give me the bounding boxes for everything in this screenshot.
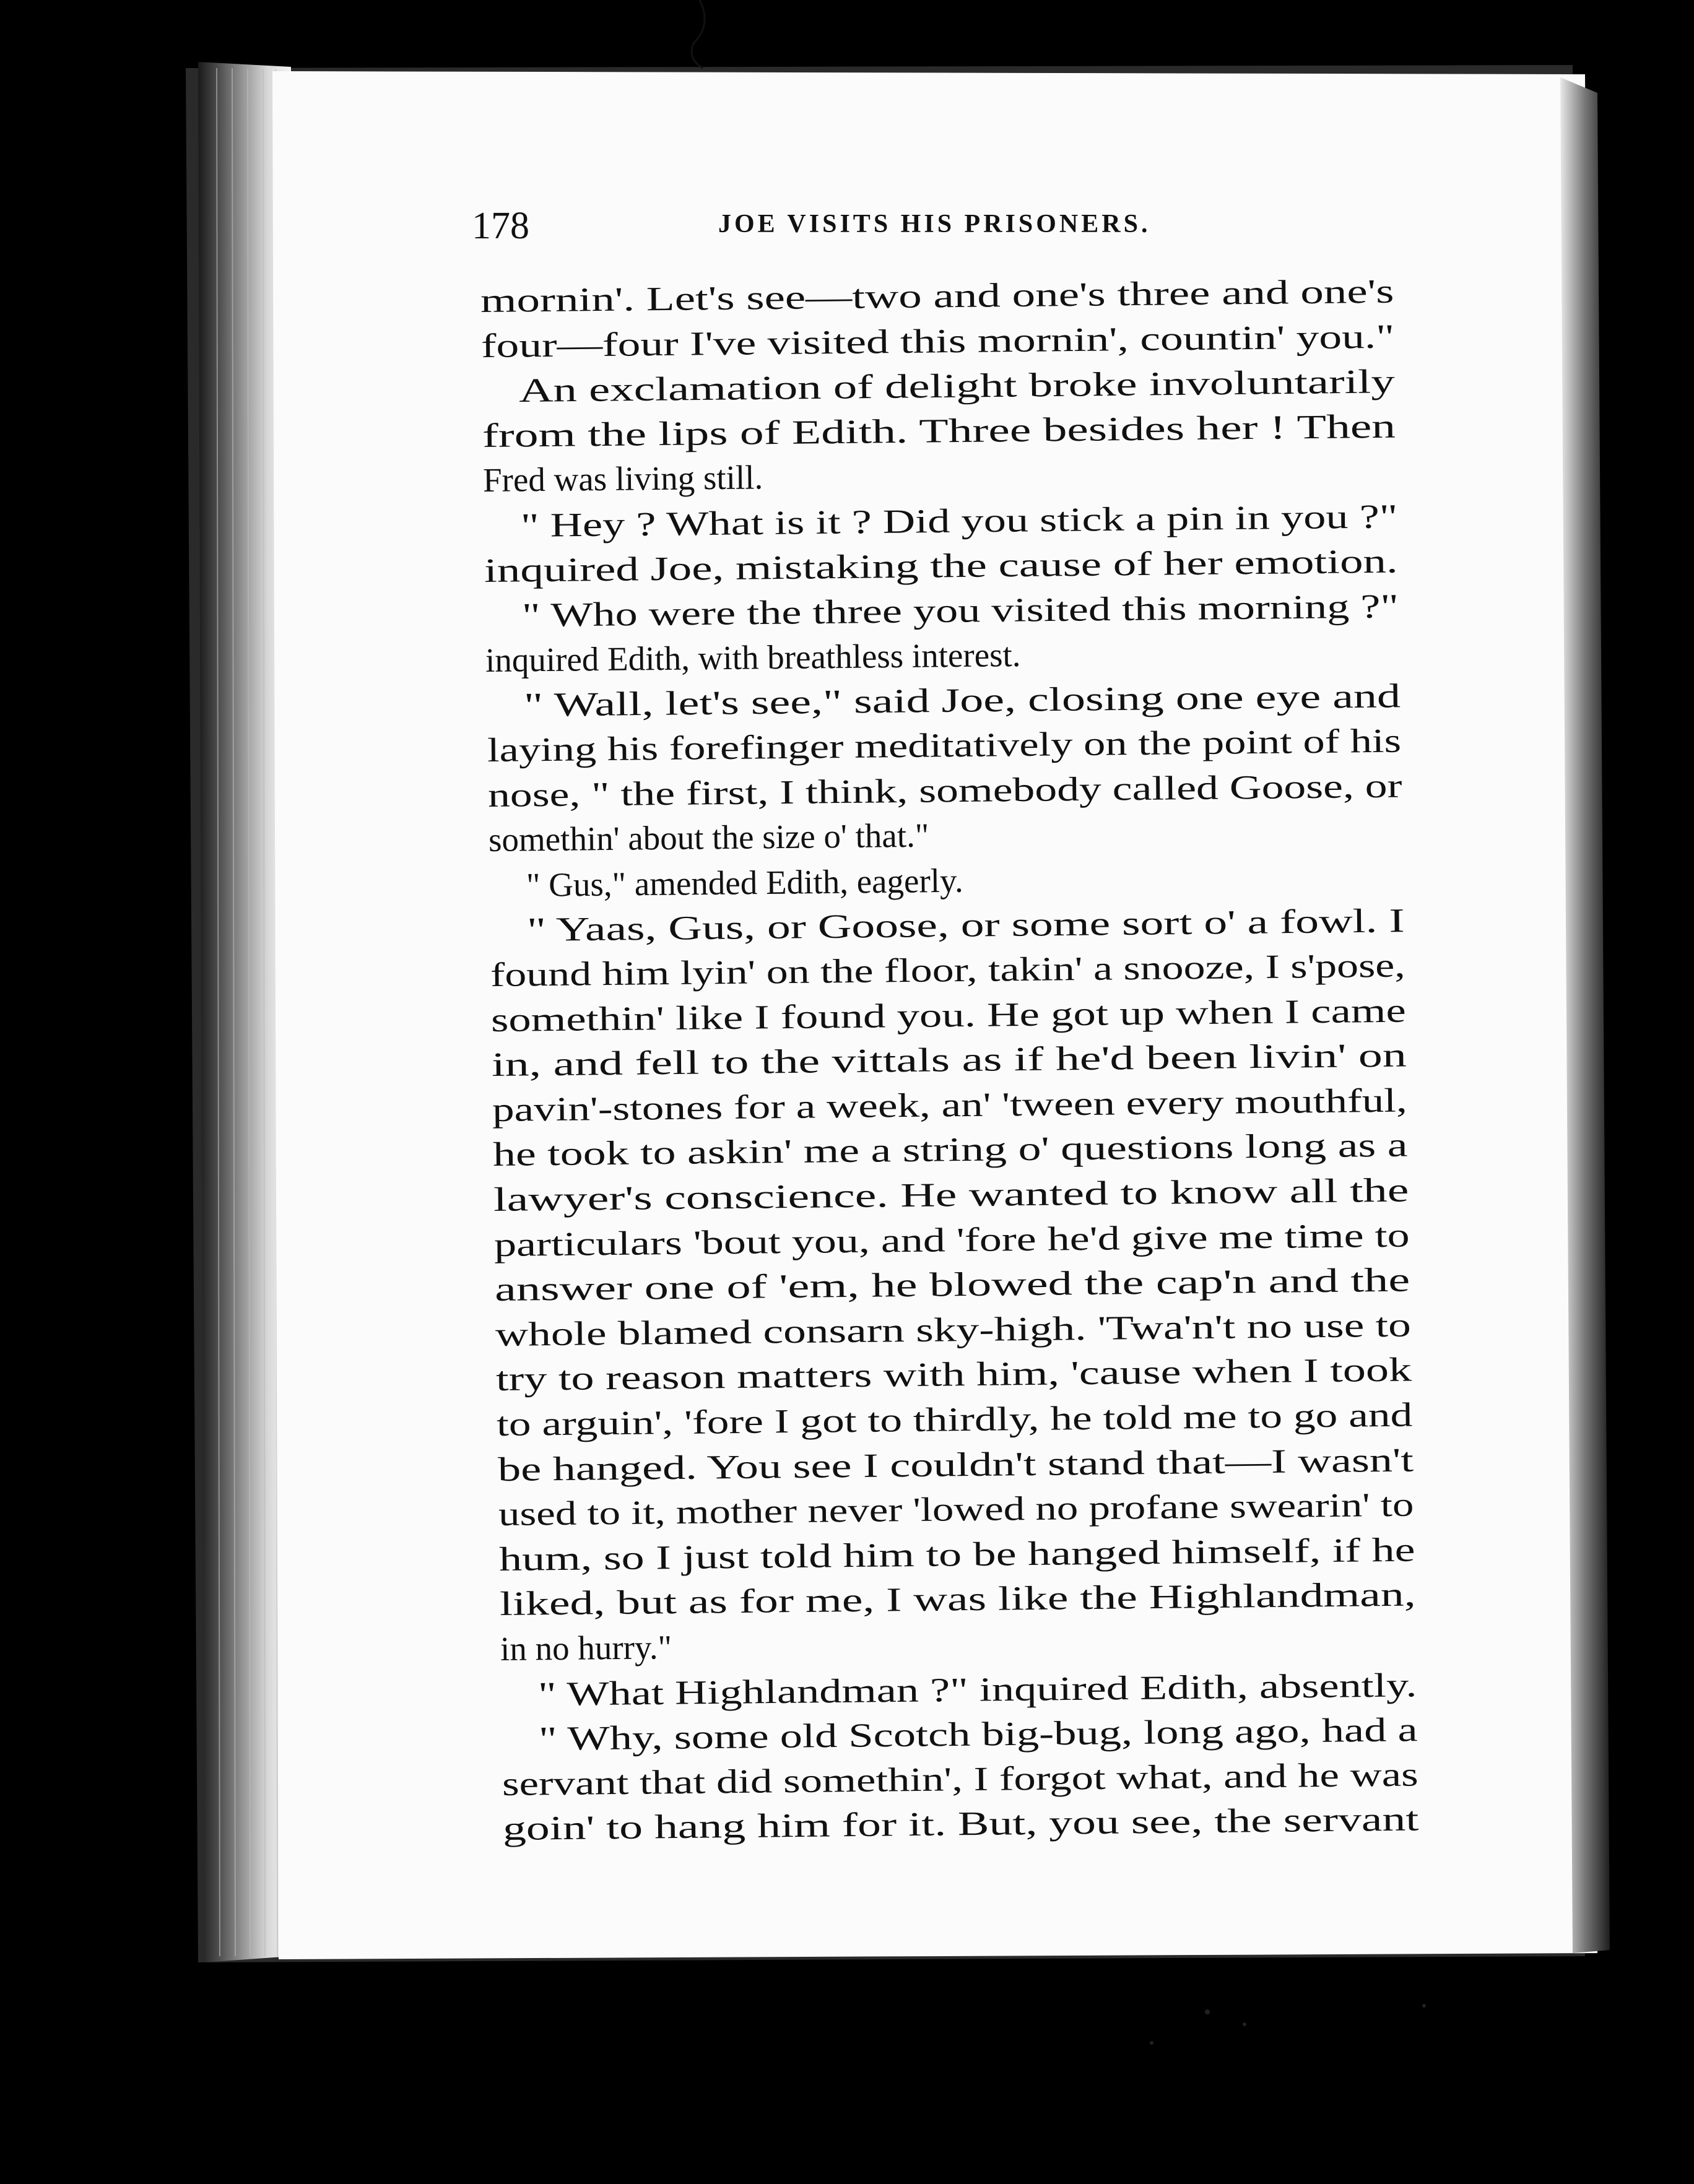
text-line: particulars 'bout you, and 'fore he'd give me time to [493, 1216, 1410, 1263]
text-line: to arguin', 'fore I got to thirdly, he told me to go and [497, 1395, 1414, 1443]
text-line: hum, so I just told him to be hanged himself, if he [498, 1530, 1415, 1578]
text-line: in no hurry." [500, 1628, 672, 1668]
text-line: in, and fell to the vittals as if he'd been livin' on [491, 1036, 1407, 1084]
text-line: goin' to hang him for it. But, you see, the servant [502, 1800, 1419, 1848]
text-line: laying his forefinger meditatively on the point of his [487, 721, 1401, 769]
running-head: JOE VISITS HIS PRISONERS. [718, 210, 1151, 238]
text-line: four—four I've visited this mornin', countin' you." [480, 317, 1395, 365]
text-line: be hanged. You see I couldn't stand that—I wasn't [497, 1441, 1414, 1488]
text-line: found him lyin' on the floor, takin' a snooze, I s'pose, [490, 946, 1405, 994]
text-line: from the lips of Edith. Three besides her ! Then [482, 407, 1396, 454]
text-line: " Wall, let's see," said Joe, closing one eye and [523, 677, 1401, 724]
text-line: " Yaas, Gus, or Goose, or some sort o' a fowl. I [526, 901, 1405, 949]
text-line: used to it, mother never 'lowed no profane swearin' to [498, 1485, 1414, 1533]
text-line: " Hey ? What is it ? Did you stick a pin in you ?" [520, 497, 1398, 544]
text-line: somethin' about the size o' that." [488, 816, 929, 859]
text-line: mornin'. Let's see—two and one's three and one's [480, 272, 1394, 319]
text-line: servant that did somethin', I forgot what, and he was [502, 1755, 1418, 1803]
text-line: inquired Joe, mistaking the cause of her emotion. [484, 542, 1399, 589]
text-line: " Who were the three you visited this morning ?" [522, 587, 1399, 635]
text-line: An exclamation of delight broke involuntarily [518, 362, 1396, 410]
text-line: pavin'-stones for a week, an' 'tween every mouthful, [492, 1081, 1408, 1129]
text-line: liked, but as for me, I was like the Highlandman, [499, 1575, 1416, 1623]
text-line: " Why, some old Scotch big-bug, long ago, had a [538, 1710, 1418, 1758]
text-line: answer one of 'em, he blowed the cap'n and the [494, 1260, 1410, 1309]
text-line: whole blamed consarn sky-high. 'Twa'n't no use to [495, 1306, 1412, 1353]
text-line: " Gus," amended Edith, eagerly. [526, 861, 963, 904]
text-line: lawyer's conscience. He wanted to know all the [493, 1171, 1409, 1218]
page-number: 178 [472, 205, 529, 247]
text-line: inquired Edith, with breathless interest. [485, 635, 1022, 679]
text-line: Fred was living still. [482, 458, 763, 500]
text-line: nose, " the first, I think, somebody called Goose, or [487, 766, 1402, 814]
text-line: somethin' like I found you. He got up when I came [490, 991, 1406, 1039]
text-line: try to reason matters with him, 'cause when I took [496, 1350, 1412, 1398]
text-line: " What Highlandman ?" inquired Edith, absently. [537, 1665, 1417, 1713]
text-line: he took to askin' me a string o' questions long as a [492, 1125, 1408, 1174]
